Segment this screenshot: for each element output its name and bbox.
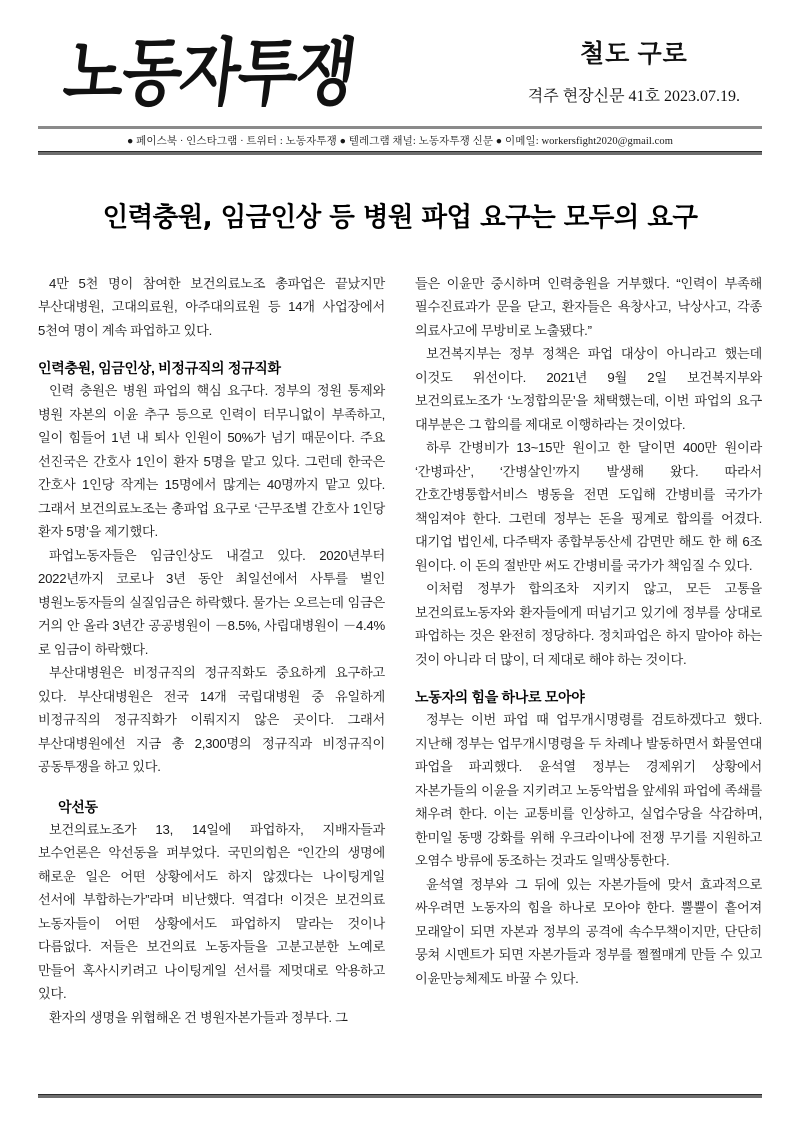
masthead: [38, 0, 762, 116]
section-subheading: 인력충원, 임금인상, 비정규직의 정규직화: [38, 360, 281, 376]
section-subheading: 노동자의 힘을 하나로 모아야: [415, 689, 585, 705]
contact-line: ● 페이스북 · 인스타그램 · 트위터 : 노동자투쟁 ● 텔레그램 채널: 노동자투쟁 신문 ● 이메일: workersfight2020@gmail.com: [126, 136, 673, 147]
masthead-logo-text: 노동자투쟁: [59, 29, 360, 116]
section-subheading: 악선동: [58, 798, 98, 815]
edition-name: 철도 구로: [579, 41, 688, 68]
article-paragraph: 윤석열 정부와 그 뒤에 있는 자본가들에 맞서 효과적으로 싸우려면 노동자의 힘을 하나로 모아야 한다. 뿔뿔이 흩어져 모래알이 되면 자본과 정부의 공격에 속수무책이지만, 단단히 뭉쳐 시멘트가 되면 자본가들과 정부를 쩔쩔매게 만들 수 있고 이윤만능체제도 바꿀 수 있다.: [415, 876, 762, 986]
article-paragraph: 부산대병원은 비정규직의 정규직화도 중요하게 요구하고 있다. 부산대병원은 전국 14개 국립대병원 중 유일하게 비정규직의 정규직화가 이뤄지지 않은 곳이다. 그래서 부산대병원에선 지금 총 2,300명의 정규직과 비정규직이 공동투쟁을 하고 있다.: [38, 665, 385, 774]
article-paragraph: 들은 이윤만 중시하며 인력충원을 거부했다. “인력이 부족해 필수진료과가 문을 닫고, 환자들은 욕창사고, 낙상사고, 각종 의료사고에 무방비로 노출됐다.”: [415, 275, 762, 338]
article-paragraph: 이처럼 정부가 합의조차 지키지 않고, 모든 고통을 보건의료노동자와 환자들에게 떠넘기고 있기에 정부를 상대로 파업하는 것은 완전히 정당하다. 정치파업은 하지 말아야 하는 것이 아니라 더 많이, 더 제대로 해야 하는 것이다.: [415, 581, 762, 667]
article-column-right: [415, 272, 762, 991]
masthead-rule-bottom: [38, 151, 762, 155]
article-paragraph: 인력 충원은 병원 파업의 핵심 요구다. 정부의 정원 통제와 병원 자본의 이윤 추구 등으로 인력이 터무니없이 부족하고, 일이 힘들어 1년 내 퇴사 인원이 50%가 넘기 때문이다. 주요 선진국은 간호사 1인이 환자 5명을 맡고 있다. 그런데 한국은 간호사 1인당 작게는 15명에서 많게는 40명까지 맡고 있다. 그래서 보건의료노조는 총파업 요구로 ‘근무조별 간호사 1인당 환자 5명’을 제기했다.: [38, 383, 385, 539]
article-paragraph: 정부는 이번 파업 때 업무개시명령를 검토하겠다고 했다. 지난해 정부는 업무개시명령을 두 차례나 발동하면서 화물연대 파업을 파괴했다. 윤석열 정부는 경제위기 상황에서 자본가들의 이윤을 지키려고 노동악법을 앞세워 파업에 족쇄를 채우려 한다. 이는 교통비를 인상하고, 실업수당을 삭감하며, 한미일 동맹 강화를 위해 우크라이나에 전쟁 무기를 지원하고 오염수 방류에 동조하는 것과도 일맥상통한다.: [415, 712, 762, 868]
page-footer-rule: [38, 1094, 762, 1098]
edition-meta: 격주 현장신문 41호 2023.07.19.: [527, 88, 740, 105]
article-paragraph: 하루 간병비가 13~15만 원이고 한 달이면 400만 원이라 ‘간병파산’, ‘간병살인’까지 발생해 왔다. 따라서 간호간병통합서비스 병동을 전면 도입해 간병비를 국가가 책임져야 한다. 그런데 정부는 돈을 핑계로 합의를 어겼다. 대기업 법인세, 다주택자 종합부동산세 감면만 해도 한 해 6조 원이다. 이 돈의 절반만 써도 간병비를 국가가 책임질 수 있다.: [415, 440, 762, 573]
article-paragraph: 환자의 생명을 위협해온 건 병원자본가들과 정부다. 그: [49, 1009, 348, 1025]
masthead-edition-block: [528, 34, 762, 112]
article-headline: 인력충원, 임금인상 등 병원 파업 요구는 모두의 요구: [102, 201, 698, 233]
article-paragraph: 파업노동자들은 임금인상도 내걸고 있다. 2020년부터 2022년까지 코로나 3년 동안 최일선에서 사투를 벌인 병원노동자들의 실질임금은 하락했다. 물가는 오르는데 임금은 거의 안 올라 3년간 공공병원이 －8.5%, 사립대병원이 －4.4%로 임금이 하락했다.: [38, 547, 385, 657]
article-paragraph: 4만 5천 명이 참여한 보건의료노조 총파업은 끝났지만 부산대병원, 고대의료원, 아주대의료원 등 14개 사업장에서 5천여 명이 계속 파업하고 있다.: [38, 275, 385, 338]
article-paragraph: 보건의료노조가 13, 14일에 파업하자, 지배자들과 보수언론은 악선동을 퍼부었다. 국민의힘은 “인간의 생명에 해로운 일은 어떤 상황에서도 하지 않겠다는 나이팅게일 선서에 부합하는가”라며 비난했다. 역겹다! 이것은 보건의료 노동자들이 어떤 상황에서도 파업하지 말라는 것이나 다름없다. 저들은 보건의료 노동자들을 고분고분한 노예로 만들어 혹사시키려고 나이팅게일 선서를 제멋대로 악용하고 있다.: [38, 821, 385, 1001]
article-columns: [38, 272, 762, 1030]
masthead-logo: [38, 29, 360, 116]
article-paragraph: 보건복지부는 정부 정책은 파업 대상이 아니라고 했는데 이것도 위선이다. 2021년 9월 2일 보건복지부와 보건의료노조가 ‘노정합의문’을 채택했는데, 이번 파업의 요구 대부분은 그 합의를 제대로 이행하라는 것이었다.: [415, 346, 762, 432]
article-column-left: [38, 272, 385, 1030]
